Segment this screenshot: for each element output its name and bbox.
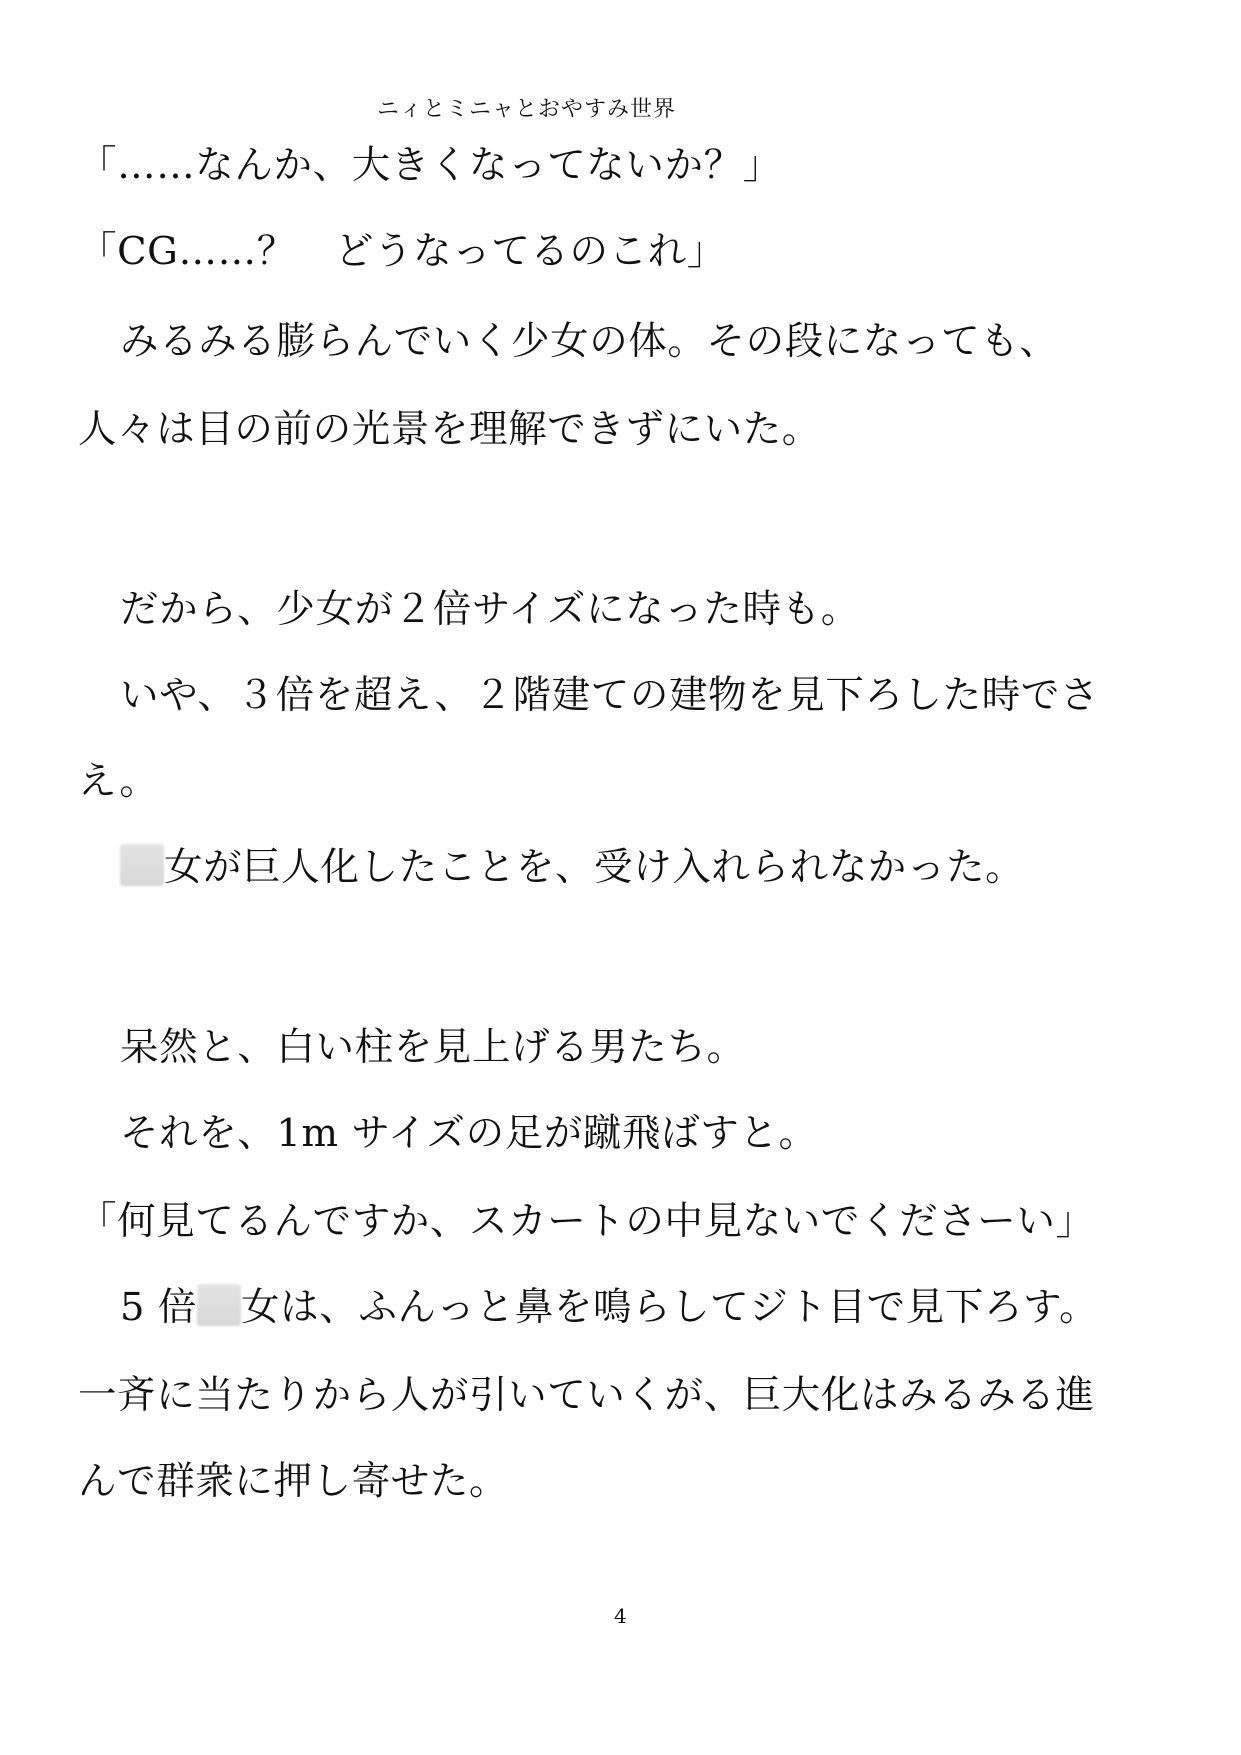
text-line	[78, 844, 1024, 892]
redaction-blur	[197, 1284, 241, 1326]
text-line: 「……なんか、大きくなってないか？」	[78, 143, 782, 188]
text-line: それを、1m サイズの足が蹴飛ばすと。	[120, 1111, 818, 1156]
text-line: いや、３倍を超え、２階建ての建物を見下ろした時でさ	[120, 673, 1100, 718]
text-line: 呆然と、白い柱を見上げる男たち。	[120, 1025, 746, 1070]
page-number: 4	[614, 1604, 627, 1628]
text-line: 「何見てるんですか、スカートの中見ないでくださーい」	[78, 1199, 1095, 1244]
text-line: え。	[78, 759, 159, 804]
text-segment: 5 倍	[120, 1285, 198, 1330]
text-line: 「CG……？ どうなってるのこれ」	[78, 229, 726, 274]
text-line: 人々は目の前の光景を理解できずにいた。	[78, 407, 821, 452]
text-segment: 女が巨人化したことを、受け入れられなかった。	[164, 845, 1025, 890]
running-head: ニィとミニャとおやすみ世界	[377, 97, 677, 122]
text-line: みるみる膨らんでいく少女の体。その段になっても、	[120, 319, 1059, 364]
text-line: だから、少女が２倍サイズになった時も。	[120, 587, 860, 632]
text-line	[78, 1284, 1098, 1332]
redaction-blur	[120, 844, 164, 886]
text-line: んで群衆に押し寄せた。	[78, 1459, 509, 1504]
text-segment: 女は、ふんっと鼻を鳴らしてジト目で見下ろす。	[241, 1285, 1099, 1330]
text-line: 一斉に当たりから人が引いていくが、巨大化はみるみる進	[78, 1373, 1095, 1418]
